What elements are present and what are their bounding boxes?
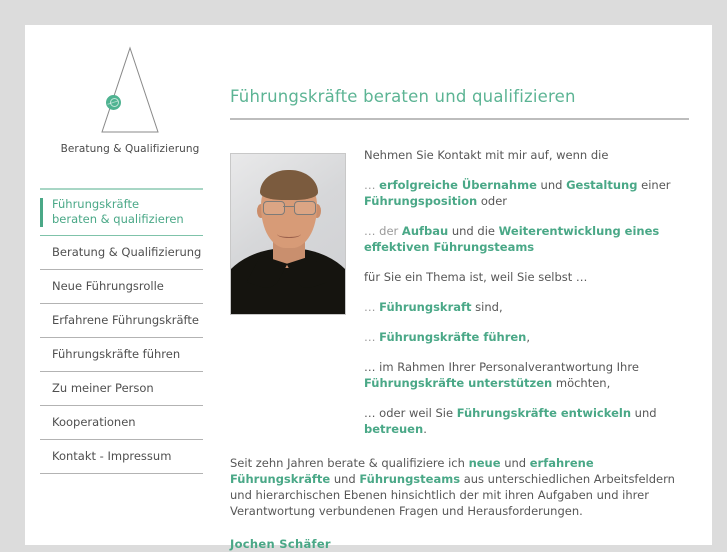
highlight-aufbau: Aufbau	[401, 224, 449, 238]
ellipsis-lead: … der	[364, 224, 402, 238]
sidebar-item-fuehrungskraefte-beraten[interactable]	[40, 190, 203, 236]
sidebar-item-label-line1: Führungskräfte	[52, 197, 140, 211]
paragraph-1	[364, 147, 694, 163]
paragraph-8	[364, 405, 694, 437]
intro-section	[230, 147, 694, 437]
highlight-betreuen: betreuen	[364, 422, 424, 436]
paragraph-7	[364, 359, 694, 391]
ellipsis-lead: …	[364, 330, 380, 344]
sidebar-item-label: Führungskräfte führen	[52, 347, 181, 361]
paragraph-2-tail: oder	[477, 194, 508, 208]
paragraph-8-tail: .	[423, 422, 427, 436]
highlight-unterstuetzen: Führungskräfte unterstützen	[364, 376, 553, 390]
site-logo[interactable]	[40, 40, 220, 170]
portrait-glasses	[261, 201, 317, 214]
highlight-entwickeln: Führungskräfte entwickeln	[456, 406, 631, 420]
ellipsis-lead: …	[364, 300, 380, 314]
main-content	[230, 87, 694, 552]
sidebar-item-fuehrungskraefte-fuehren[interactable]	[40, 338, 203, 372]
intro-copy	[364, 147, 694, 437]
sidebar-item-label: Kooperationen	[52, 415, 136, 429]
sidebar-item-erfahrene-fuehrungskraefte[interactable]	[40, 304, 203, 338]
connector: und	[631, 406, 657, 420]
paragraph-1-text: Nehmen Sie Kontakt mit mir auf, wenn die	[364, 148, 609, 162]
sidebar-item-beratung-qualifizierung[interactable]	[40, 236, 203, 270]
closing-paragraph	[230, 455, 689, 519]
highlight-neue: neue	[468, 456, 501, 470]
title-divider	[230, 118, 689, 120]
portrait-hair	[260, 170, 318, 200]
paragraph-5-tail: sind,	[471, 300, 503, 314]
highlight-weiterentwicklung: Weiterentwicklung eines effektiven Führungsteams	[364, 224, 660, 254]
highlight-fuehrungskraft: Führungskraft	[379, 300, 472, 314]
paragraph-7-lead: … im Rahmen Ihrer Personalverantwortung Ihre	[364, 360, 639, 374]
closing-lead: Seit zehn Jahren berate & qualifiziere ich	[230, 456, 469, 470]
paragraph-3	[364, 223, 694, 255]
paragraph-8-lead: … oder weil Sie	[364, 406, 457, 420]
connector: und	[500, 456, 530, 470]
highlight-erfahrene-fuehrungskraefte: erfahrene Führungskräfte	[230, 456, 594, 486]
sidebar-item-kooperationen[interactable]	[40, 406, 203, 440]
triangle-outline-icon	[40, 40, 220, 145]
portrait-photo	[230, 153, 346, 315]
paragraph-6	[364, 329, 694, 345]
connector: und	[330, 472, 360, 486]
paragraph-6-tail: ,	[526, 330, 531, 344]
paragraph-2	[364, 177, 694, 209]
sidebar-item-label: Beratung & Qualifizierung	[52, 245, 202, 259]
paragraph-7-tail: möchten,	[552, 376, 611, 390]
sidebar-item-neue-fuehrungsrolle[interactable]	[40, 270, 203, 304]
sidebar-item-label: Zu meiner Person	[52, 381, 154, 395]
closing-tail: aus unterschiedlichen Arbeitsfeldern und hierarchischen Ebenen hinsichtlich der mit ihren Aufgaben und ihrer Verantwortung verbundenen Fragen und Herausforderungen.	[230, 472, 675, 518]
logo-emblem-icon	[106, 95, 121, 110]
highlight-gestaltung: Gestaltung	[566, 178, 638, 192]
highlight-fuehrungsposition: Führungsposition	[364, 194, 478, 208]
highlight-fuehrungskraefte-fuehren: Führungskräfte führen	[379, 330, 527, 344]
signature-name: Jochen Schäfer	[230, 537, 331, 551]
highlight-fuehrungsteams: Führungsteams	[359, 472, 461, 486]
sidebar-item-label: Erfahrene Führungskräfte	[52, 313, 199, 327]
sidebar-item-label-line2: beraten & qualifizieren	[52, 212, 184, 226]
conjunction: und	[536, 178, 567, 192]
paragraph-4	[364, 269, 694, 285]
sidebar-item-zu-meiner-person[interactable]	[40, 372, 203, 406]
page-title: Führungskräfte beraten und qualifizieren	[230, 87, 576, 106]
ellipsis-lead: …	[364, 178, 380, 192]
logo-caption: Beratung & Qualifizierung	[60, 143, 200, 155]
page-content-area	[25, 25, 712, 551]
closing-section	[230, 455, 689, 552]
connector: einer	[637, 178, 671, 192]
sidebar-item-label: Kontakt - Impressum	[52, 449, 172, 463]
connector: und die	[448, 224, 499, 238]
paragraph-5	[364, 299, 694, 315]
sidebar-navigation	[40, 188, 203, 474]
sidebar-item-kontakt-impressum[interactable]	[40, 440, 203, 474]
portrait-mouth	[277, 230, 301, 238]
sidebar-item-label: Neue Führungsrolle	[52, 279, 164, 293]
highlight-erfolgreiche-uebernahme: erfolgreiche Übernahme	[379, 178, 537, 192]
paragraph-4-text: für Sie ein Thema ist, weil Sie selbst …	[364, 270, 588, 284]
